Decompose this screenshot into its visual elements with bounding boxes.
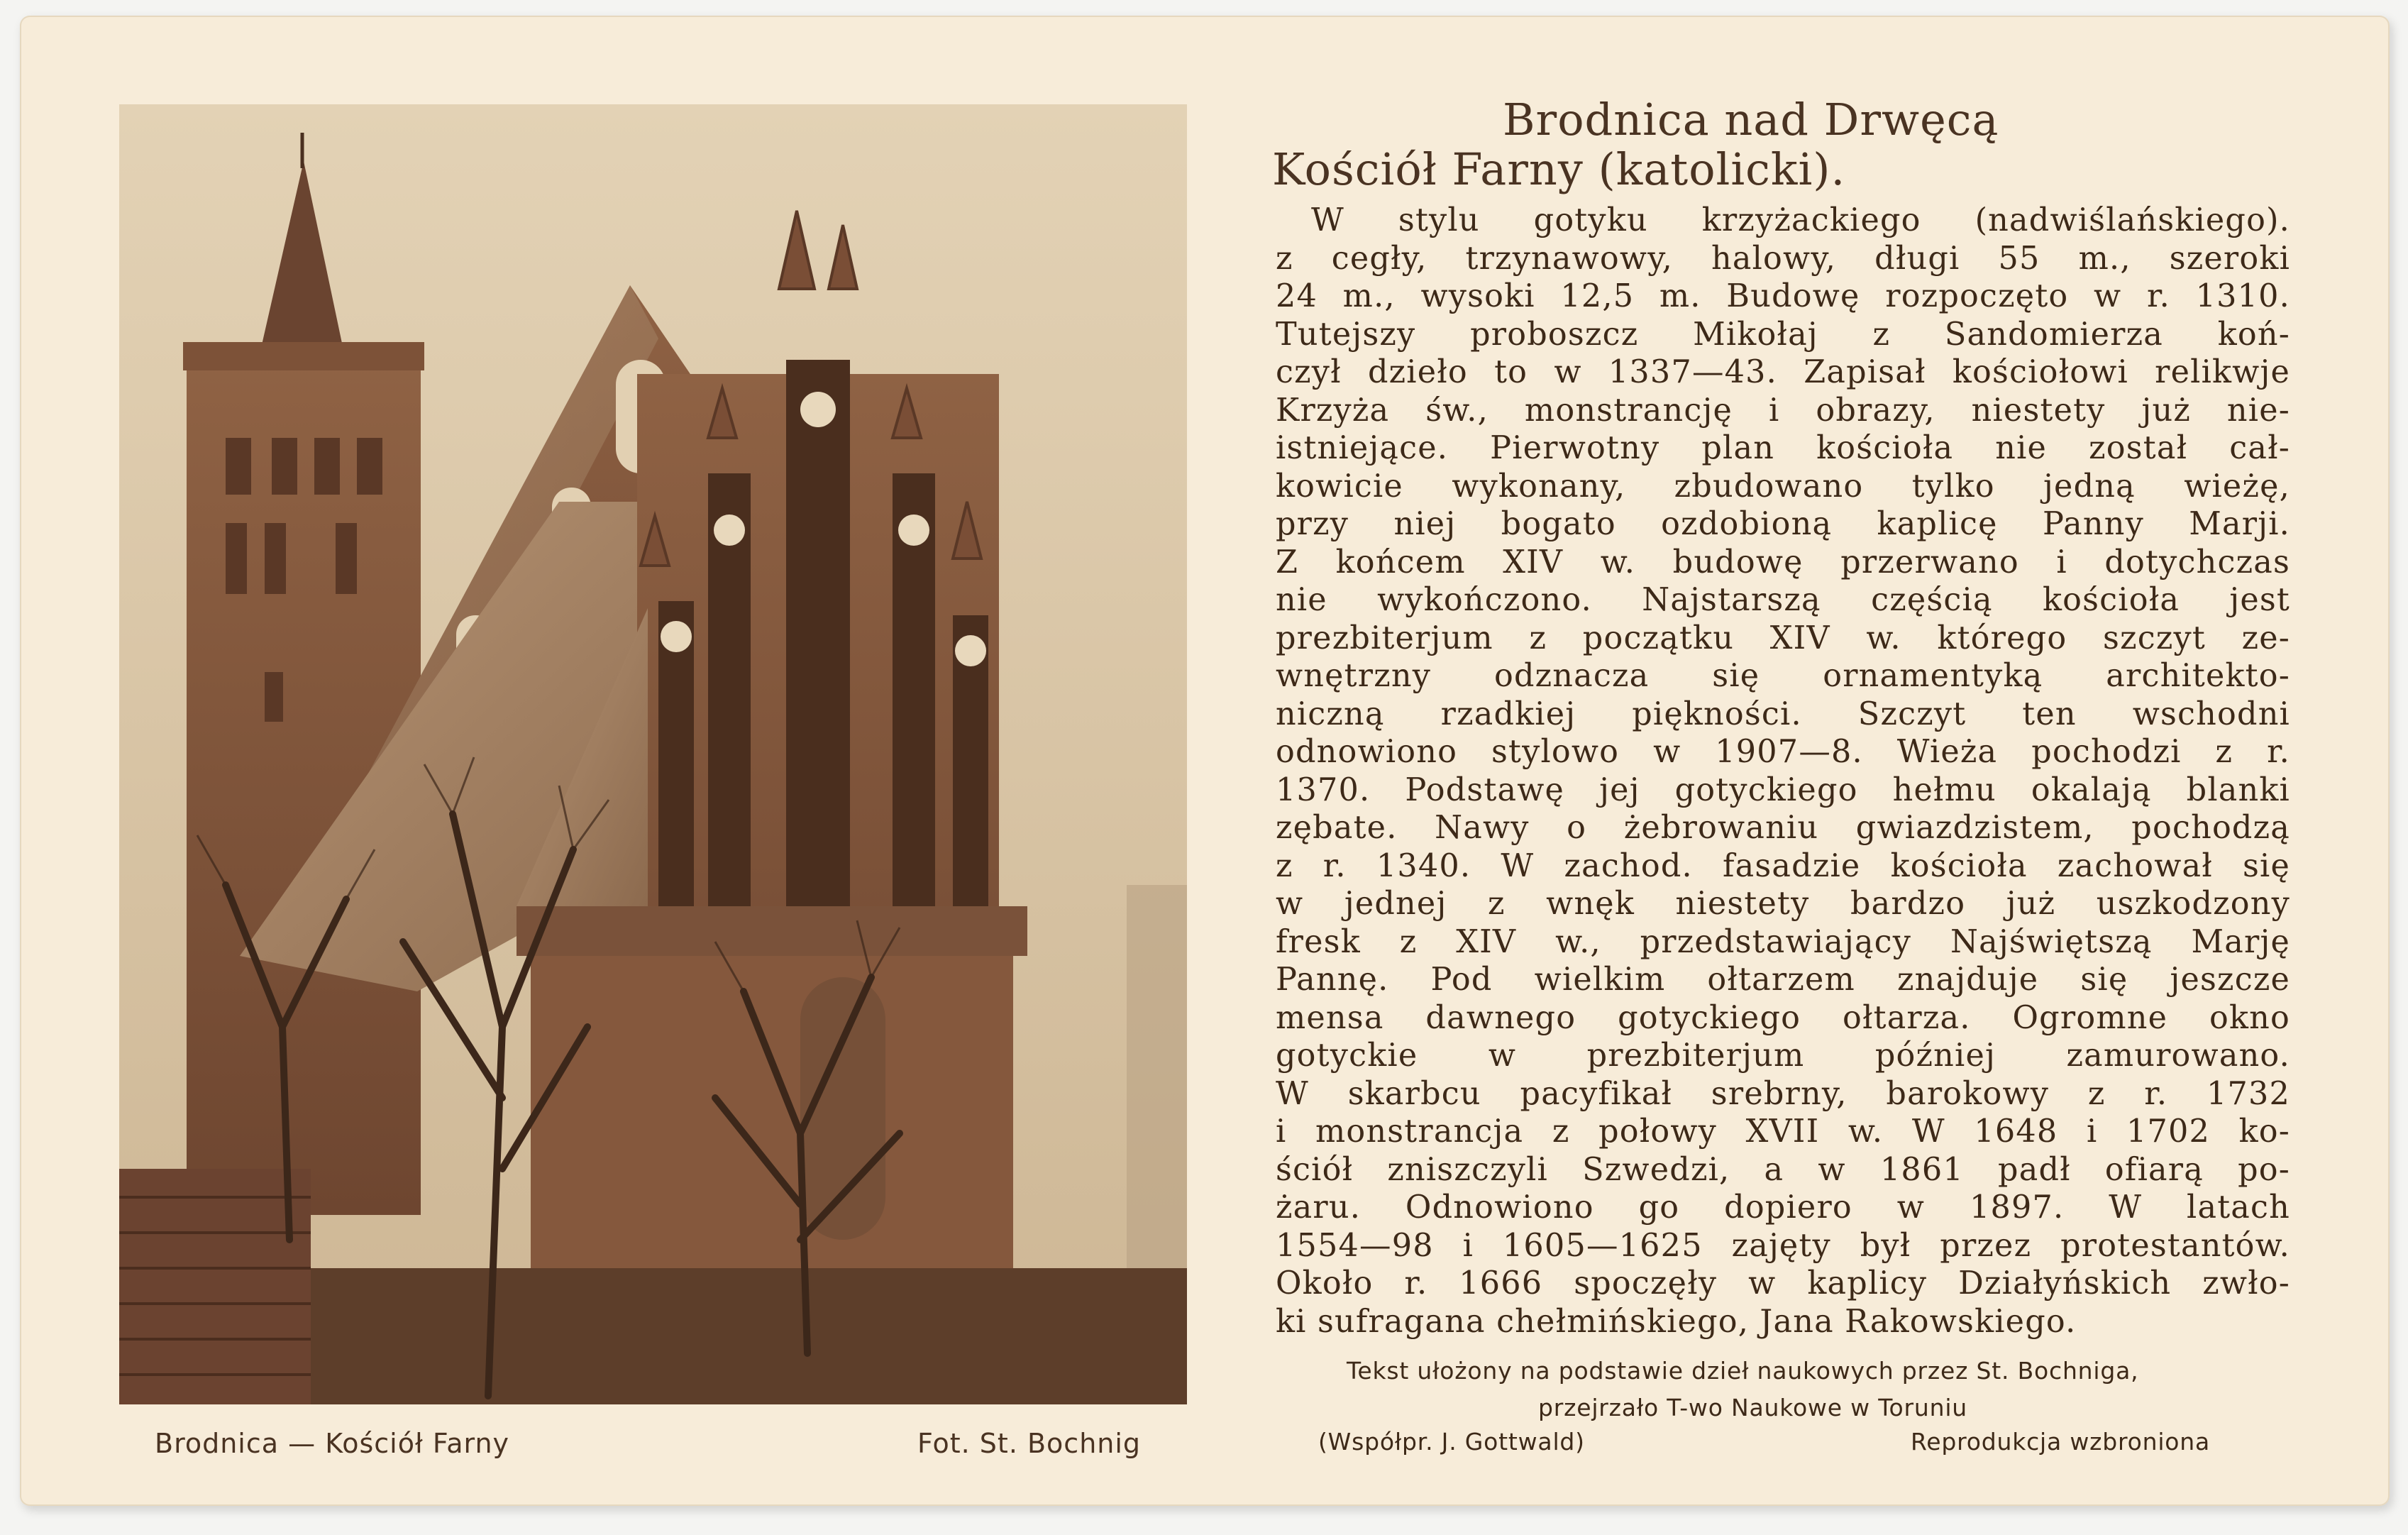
text-line: 1554—98 i 1605—1625 zajęty był przez protestantów. [1276,1227,2290,1264]
text-line: w jednej z wnęk niestety bardzo już uszkodzony [1276,886,2290,922]
postcard [20,16,2390,1506]
text-line: ki sufragana chełmińskiego, Jana Rakowskiego. [1276,1303,2077,1340]
text-line: Około r. 1666 spoczęły w kaplicy Działyńskich zwło- [1276,1265,2290,1302]
text-line: Krzyża św., monstrancję i obrazy, niestety już nie- [1276,392,2290,429]
text-line: niczną rzadkiej piękności. Szczyt ten wschodni [1276,695,2290,732]
text-line: żaru. Odnowiono go dopiero w 1897. W latach [1276,1189,2290,1226]
source-note: Tekst ułożony na podstawie dzieł naukowych przez St. Bochniga, [1347,1357,2139,1385]
text-line: mensa dawnego gotyckiego ołtarza. Ogromne okno [1276,999,2290,1036]
cooperation-note: (Współpr. J. Gottwald) [1318,1428,1585,1456]
photo-caption-place: Brodnica — Kościół Farny [155,1428,510,1459]
text-line: nie wykończono. Najstarszą częścią kościoła jest [1276,582,2290,618]
title-town: Brodnica nad Drwęcą [1503,94,1999,145]
text-line: 1370. Podstawę jej gotyckiego hełmu okalają blanki [1276,771,2290,808]
review-note: przejrzało T-wo Naukowe w Toruniu [1538,1394,1968,1421]
photo-caption-credit: Fot. St. Bochnig [917,1428,1142,1459]
text-line: istniejące. Pierwotny plan kościoła nie został cał- [1276,430,2290,466]
text-line: wnętrzny odznacza się ornamentyką architekto- [1276,658,2290,694]
text-line: Pannę. Pod wielkim ołtarzem znajduje się jeszcze [1276,962,2290,998]
text-line: prezbiterjum z początku XIV w. którego szczyt ze- [1276,620,2290,656]
text-line: W stylu gotyku krzyżackiego (nadwiślańskiego). [1311,202,2290,238]
copyright-note: Reprodukcja wzbroniona [1911,1428,2211,1456]
church-illustration [119,104,1187,1404]
text-line: kowicie wykonany, zbudowano tylko jedną wieżę, [1276,468,2290,505]
text-line: z cegły, trzynawowy, halowy, długi 55 m., szeroki [1276,240,2290,277]
text-line: i monstrancja z połowy XVII w. W 1648 i 1702 ko- [1276,1113,2290,1150]
title-church: Kościół Farny (katolicki). [1272,143,1846,195]
text-line: zębate. Nawy o żebrowaniu gwiazdzistem, pochodzą [1276,810,2290,846]
text-line: przy niej bogato ozdobioną kaplicę Panny Marji. [1276,506,2290,542]
text-line: czył dzieło to w 1337—43. Zapisał kościołowi relikwje [1276,354,2290,390]
text-line: fresk z XIV w., przedstawiający Najświętszą Marję [1276,923,2290,960]
description-text [1276,202,2290,1341]
text-line: 24 m., wysoki 12,5 m. Budowę rozpoczęto w r. 1310. [1276,278,2290,314]
text-line: Z końcem XIV w. budowę przerwano i dotychczas [1276,544,2290,581]
text-line: z r. 1340. W zachod. fasadzie kościoła zachował się [1276,847,2290,884]
church-photograph [119,104,1187,1404]
text-line: ściół zniszczyli Szwedzi, a w 1861 padł ofiarą po- [1276,1151,2290,1188]
text-line: W skarbcu pacyfikał srebrny, barokowy z r. 1732 [1276,1075,2290,1112]
text-line: odnowiono stylowo w 1907—8. Wieża pochodzi z r. [1276,734,2290,770]
text-line: Tutejszy proboszcz Mikołaj z Sandomierza koń- [1276,316,2290,353]
text-line: gotyckie w prezbiterjum później zamurowano. [1276,1038,2290,1074]
